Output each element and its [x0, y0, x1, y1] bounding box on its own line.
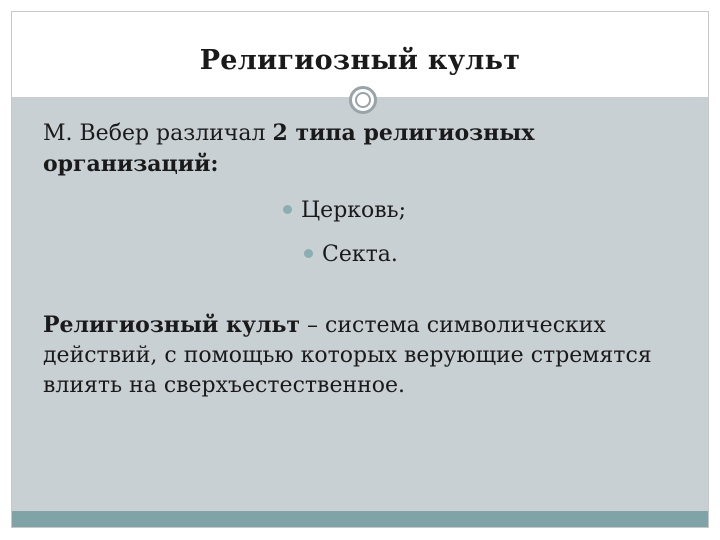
paragraph-definition — [43, 310, 683, 401]
paragraph-definition-bold: Религиозный культ — [43, 312, 301, 338]
paragraph-weber-normal: М. Вебер различал — [43, 121, 273, 146]
paragraph-weber — [43, 118, 643, 180]
bullet-dot-icon — [304, 249, 313, 258]
bullet-label: Секта. — [322, 242, 398, 267]
paragraph-weber-bold: 2 типа религиозных организаций: — [43, 120, 535, 177]
bullet-item-church — [283, 196, 406, 226]
paragraph-definition-normal: – система символических действий, с помощью которых верующие стремятся влиять на сверхъестественное. — [43, 313, 652, 398]
slide-title: Религиозный культ — [199, 45, 521, 76]
bullet-label: Церковь; — [301, 198, 407, 223]
circle-ornament-icon — [349, 86, 377, 114]
footer-bar — [12, 511, 708, 527]
title-area — [12, 12, 708, 98]
bullet-item-sect — [304, 240, 398, 270]
bullet-dot-icon — [283, 205, 292, 214]
